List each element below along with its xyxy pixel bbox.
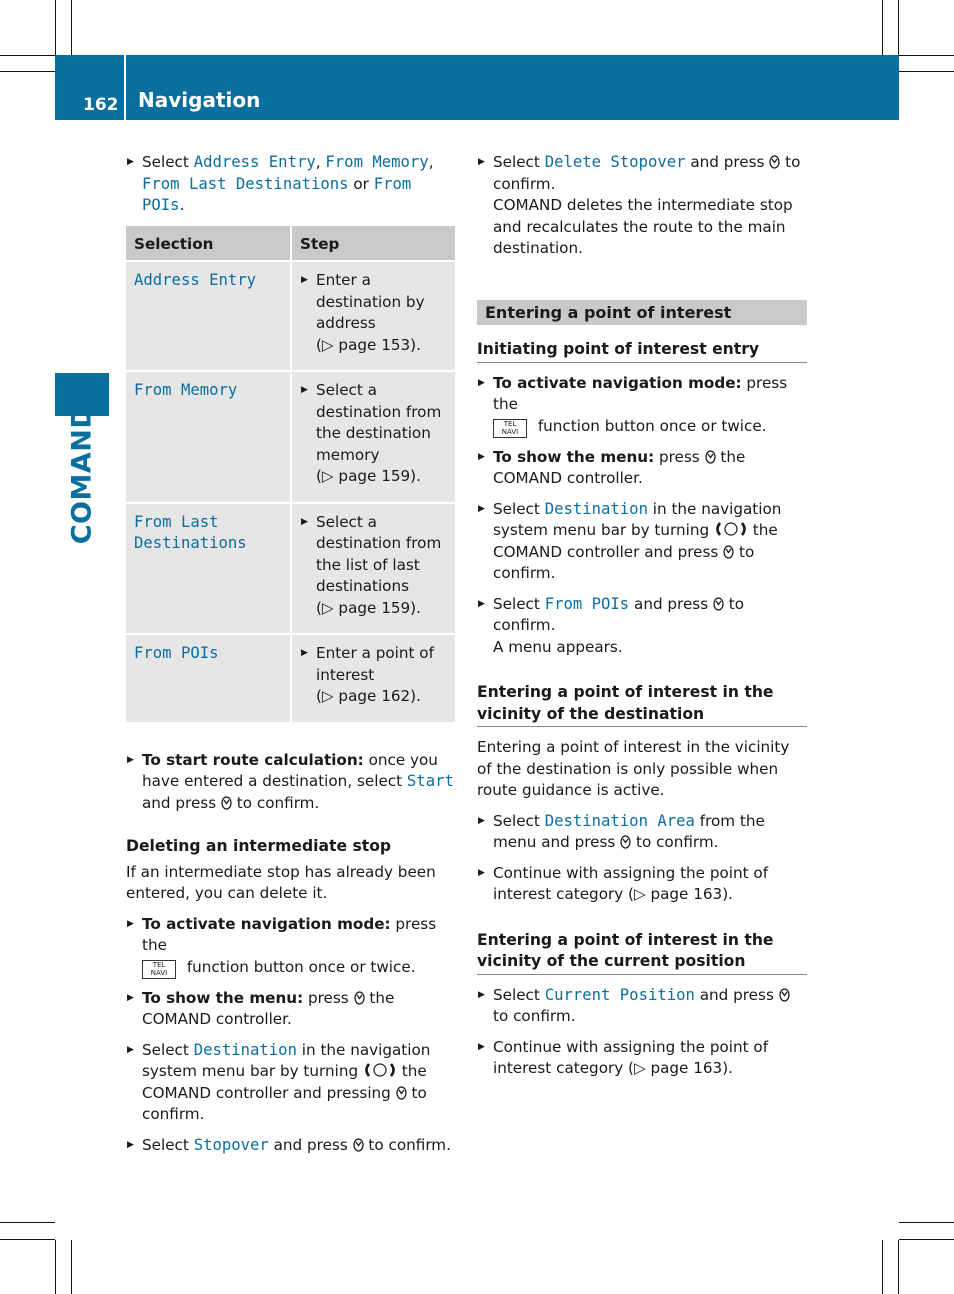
menu-item-current-position: Current Position	[544, 985, 695, 1004]
controller-press-icon	[353, 1138, 364, 1152]
page-ref: (▷ page 159).	[316, 467, 421, 485]
crop-mark	[899, 1239, 954, 1240]
selection-cell: From Last Destinations	[134, 512, 247, 552]
deleting-heading: Deleting an intermediate stop	[126, 837, 392, 855]
controller-turn-icon	[714, 521, 748, 537]
controller-press-icon	[779, 988, 790, 1002]
section-title: Navigation	[138, 88, 261, 112]
controller-press-icon	[620, 835, 631, 849]
tel-navi-button-icon: TEL NAVI	[493, 419, 527, 438]
select-destination-area-step: ▶ Select Destination Area from the menu and press to confirm.	[477, 811, 807, 854]
controller-press-icon	[396, 1086, 407, 1100]
crop-mark	[0, 55, 55, 56]
table-row	[126, 372, 455, 504]
page-header	[55, 55, 899, 120]
controller-press-icon	[354, 991, 365, 1005]
crop-mark	[882, 0, 883, 55]
chapter-tab-label: COMAND	[66, 405, 98, 545]
page-ref: (▷ page 153).	[316, 335, 421, 354]
crop-mark	[899, 1222, 954, 1223]
menu-item-from-last-destinations: From Last Destinations	[142, 174, 349, 193]
select-stopover-step: ▶ Select Stopover and press to confirm.	[126, 1135, 456, 1157]
controller-press-icon	[705, 450, 716, 464]
show-menu-step: ▶ To show the menu: press the COMAND controller.	[126, 988, 456, 1031]
selection-cell: From POIs	[134, 644, 219, 662]
controller-press-icon	[713, 597, 724, 611]
table-header-selection: Selection	[126, 226, 292, 263]
crop-mark	[55, 0, 56, 55]
init-poi-heading: Initiating point of interest entry	[477, 339, 807, 363]
menu-item-from-pois: From POIs	[142, 174, 412, 214]
select-destination-step: ▶ Select Destination in the navigation system menu bar by turning the COMAND controller and press to confirm.	[477, 499, 807, 585]
deleting-paragraph: If an intermediate stop has already been entered, you can delete it.	[126, 862, 436, 902]
controller-press-icon	[769, 155, 780, 169]
crop-mark	[0, 1222, 55, 1223]
controller-press-icon	[723, 545, 734, 559]
controller-press-icon	[221, 796, 232, 810]
selection-table	[126, 226, 455, 724]
menu-item-delete-stopover: Delete Stopover	[544, 153, 686, 171]
step-cell: Select a destination from the list of last destinations	[316, 512, 442, 595]
table-row	[126, 504, 455, 636]
crop-mark	[882, 1240, 883, 1294]
table-row	[126, 635, 455, 724]
menu-item-destination: Destination	[544, 499, 648, 518]
crop-mark	[899, 55, 954, 56]
crop-mark	[71, 1240, 72, 1294]
selection-cell: From Memory	[134, 381, 238, 399]
activate-nav-step: ▶ To activate navigation mode: press the TEL NAVI function button once or twice.	[126, 914, 456, 979]
vicinity-position-heading: Entering a point of interest in the vicinity of the current position	[477, 930, 807, 975]
menu-item-destination-area: Destination Area	[544, 811, 695, 830]
activate-nav-step: ▶ To activate navigation mode: press the TEL NAVI function button once or twice.	[477, 373, 807, 438]
tel-navi-button-icon: TEL NAVI	[142, 960, 176, 979]
crop-mark	[0, 71, 55, 72]
controller-turn-icon	[363, 1062, 397, 1078]
table-header-step: Step	[292, 226, 455, 263]
page-number: 162	[83, 95, 119, 115]
crop-mark	[0, 1239, 55, 1240]
right-column	[477, 152, 807, 1089]
menu-item-from-pois: From POIs	[544, 594, 630, 613]
table-row	[126, 262, 455, 372]
page-ref: (▷ page 159).	[316, 598, 421, 617]
step-cell: Select a destination from the destination memory	[316, 381, 442, 464]
route-calculation-step: ▶ To start route calculation: once you have entered a destination, select Start and press to confirm.	[126, 750, 456, 815]
crop-mark	[55, 1240, 56, 1294]
step-cell: Enter a point of interest	[316, 644, 434, 684]
intro-instruction: ▶ Select Address Entry, From Memory, From Last Destinations or From POIs.	[126, 152, 456, 217]
step-cell: Enter a destination by address	[316, 271, 425, 332]
select-from-pois-step: ▶ Select From POIs and press to confirm. A menu appears.	[477, 594, 807, 659]
continue-category-step: ▶ Continue with assigning the point of interest category (▷ page 163).	[477, 1037, 807, 1080]
left-column	[126, 152, 456, 1165]
header-separator	[124, 55, 126, 120]
select-destination-step: ▶ Select Destination in the navigation system menu bar by turning the COMAND controller and pressing to confirm.	[126, 1040, 456, 1126]
vicinity-destination-paragraph: Entering a point of interest in the vicinity of the destination is only possible when route guidance is active.	[477, 738, 790, 799]
menu-item-address-entry: Address Entry	[193, 153, 316, 171]
vicinity-destination-heading: Entering a point of interest in the vicinity of the destination	[477, 682, 807, 727]
crop-mark	[898, 0, 899, 55]
continue-category-step: ▶ Continue with assigning the point of interest category (▷ page 163).	[477, 863, 807, 906]
menu-item-start: Start	[406, 772, 454, 790]
show-menu-step: ▶ To show the menu: press the COMAND controller.	[477, 447, 807, 490]
poi-section-bar: Entering a point of interest	[477, 300, 807, 326]
menu-item-stopover: Stopover	[193, 1135, 269, 1154]
crop-mark	[71, 0, 72, 55]
menu-item-from-memory: From Memory	[325, 153, 429, 171]
selection-cell: Address Entry	[134, 271, 257, 289]
crop-mark	[899, 71, 954, 72]
delete-stopover-step: ▶ Select Delete Stopover and press to confirm. COMAND deletes the intermediate stop and recalculates the route to the main destination.	[477, 152, 807, 260]
menu-item-destination: Destination	[193, 1040, 297, 1059]
crop-mark	[898, 1240, 899, 1294]
select-current-position-step: ▶ Select Current Position and press to confirm.	[477, 985, 807, 1028]
page-ref: (▷ page 162).	[316, 687, 421, 705]
